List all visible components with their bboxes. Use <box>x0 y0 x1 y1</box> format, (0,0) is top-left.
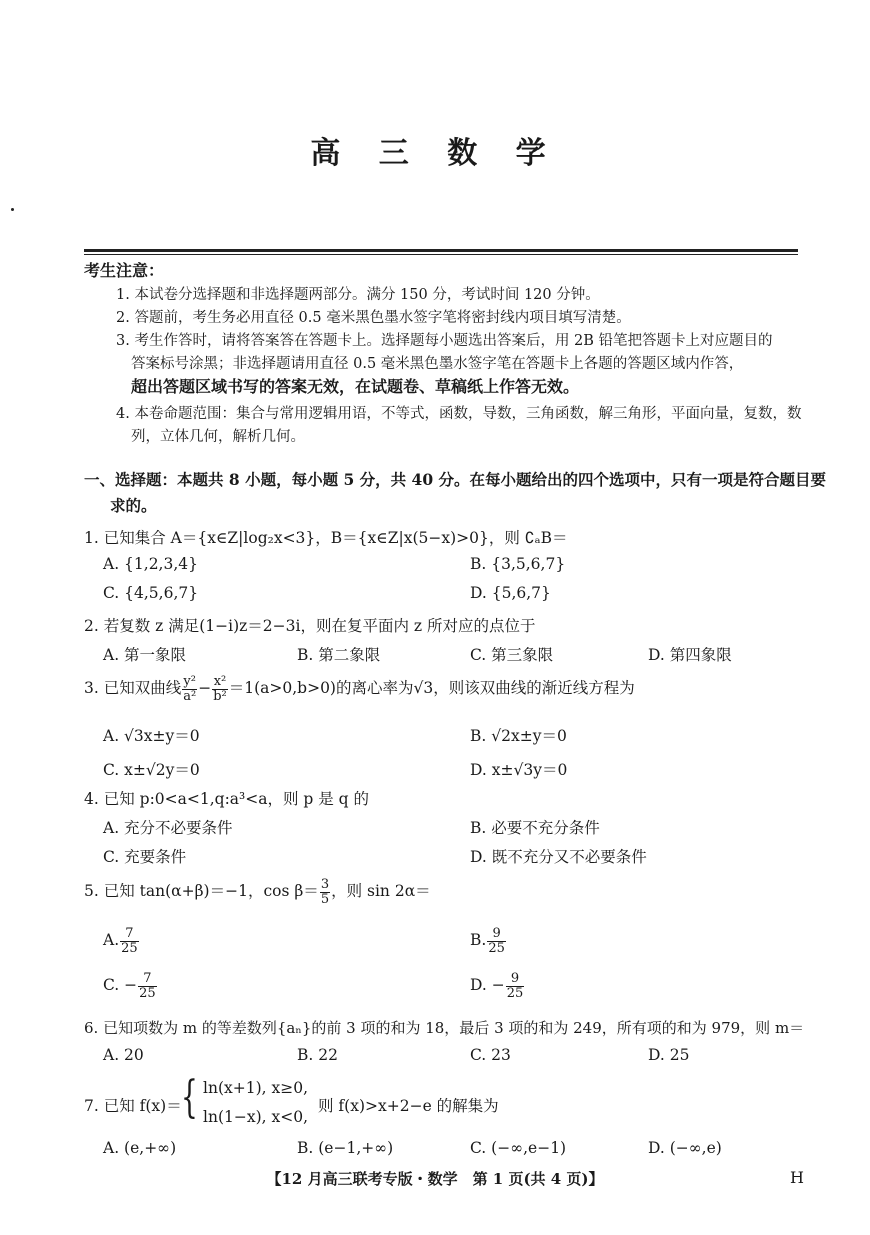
option-fraction <box>506 972 525 1000</box>
question-3-option-d: D. x±√3y＝0 <box>470 761 568 779</box>
question-7-stem-post: 则 f(x)>x+2−e 的解集为 <box>318 1097 499 1115</box>
fraction-numerator: x² <box>213 674 227 689</box>
question-7-option-d: D. (−∞,e) <box>648 1139 722 1157</box>
fraction-denominator: b² <box>213 688 227 704</box>
question-5-option-b <box>470 927 507 955</box>
notice-heading: 考生注意： <box>84 261 165 280</box>
page-footer: 【12 月高三联考专版・数学 第 1 页(共 4 页)】 <box>266 1170 604 1188</box>
question-7-option-a: A. (e,+∞) <box>103 1139 177 1157</box>
question-3-minus: − <box>198 679 212 698</box>
question-1-option-b: B. {3,5,6,7} <box>470 555 566 573</box>
question-6-option-c: C. 23 <box>470 1046 511 1064</box>
question-7-case-2: ln(1−x), x<0, <box>203 1108 308 1126</box>
question-5-stem <box>84 878 431 906</box>
option-label: B. <box>470 931 487 950</box>
divider-thin <box>84 254 798 255</box>
option-fraction <box>120 927 139 955</box>
question-6-option-b: B. 22 <box>297 1046 338 1064</box>
piecewise-brace: { <box>181 1072 198 1123</box>
question-3-stem <box>84 675 635 703</box>
question-5-option-a <box>103 927 140 955</box>
scan-dot <box>11 208 14 211</box>
fraction-denominator: 25 <box>488 940 505 956</box>
question-3-option-b: B. √2x±y＝0 <box>470 727 567 745</box>
notice-line-4: 4. 本卷命题范围：集合与常用逻辑用语，不等式，函数，导数，三角函数，解三角形，平面向量，复数，数 <box>116 406 802 422</box>
question-7-option-c: C. (−∞,e−1) <box>470 1139 567 1157</box>
question-3-fraction-1 <box>182 675 197 703</box>
notice-line-3: 3. 考生作答时，请将答案答在答题卡上。选择题每小题选出答案后，用 2B 铅笔把答题卡上对应题目的 <box>116 333 773 349</box>
option-fraction <box>487 927 506 955</box>
question-2-option-d: D. 第四象限 <box>648 646 732 664</box>
question-4-option-d: D. 既不充分又不必要条件 <box>470 848 647 866</box>
footer-version-letter: H <box>790 1168 804 1187</box>
question-3-fraction-2 <box>212 675 228 703</box>
notice-line-1: 1. 本试卷分选择题和非选择题两部分。满分 150 分，考试时间 120 分钟。 <box>116 287 600 303</box>
question-4-option-a: A. 充分不必要条件 <box>103 819 233 837</box>
fraction-denominator: a² <box>183 688 197 704</box>
question-6-option-a: A. 20 <box>103 1046 144 1064</box>
question-5-option-d <box>470 972 525 1000</box>
page-title: 高 三 数 学 <box>310 136 560 171</box>
option-label: D. − <box>470 976 505 995</box>
question-4-option-b: B. 必要不充分条件 <box>470 819 600 837</box>
fraction-denominator: 25 <box>506 985 524 1001</box>
notice-line-3-cont: 答案标号涂黑；非选择题请用直径 0.5 毫米黑色墨水签字笔在答题卡上各题的答题区域内作答， <box>131 356 744 372</box>
question-5-stem-post: ，则 sin 2α＝ <box>331 882 431 901</box>
fraction-denominator: 25 <box>139 985 156 1001</box>
question-2-option-a: A. 第一象限 <box>103 646 187 664</box>
question-4-option-c: C. 充要条件 <box>103 848 187 866</box>
fraction-denominator: 5 <box>320 891 330 907</box>
question-5-option-c <box>103 972 158 1000</box>
fraction-numerator: 7 <box>120 927 139 942</box>
question-1-option-a: A. {1,2,3,4} <box>103 555 198 573</box>
fraction-numerator: 9 <box>506 972 525 987</box>
notice-line-4-cont: 列，立体几何，解析几何。 <box>131 429 305 445</box>
question-2-option-c: C. 第三象限 <box>470 646 554 664</box>
fraction-numerator: 3 <box>320 877 330 892</box>
question-2-stem: 2. 若复数 z 满足(1−i)z＝2−3i，则在复平面内 z 所对应的点位于 <box>84 617 536 635</box>
question-3-stem-post: ＝1(a>0,b>0)的离心率为√3，则该双曲线的渐近线方程为 <box>228 679 635 698</box>
notice-line-3-emphasis: 超出答题区域书写的答案无效，在试题卷、草稿纸上作答无效。 <box>131 377 580 396</box>
question-2-option-b: B. 第二象限 <box>297 646 381 664</box>
section-heading: 一、选择题：本题共 8 小题，每小题 5 分，共 40 分。在每小题给出的四个选项中，只有一项是符合题目要 <box>84 470 827 489</box>
fraction-numerator: 9 <box>487 927 506 942</box>
question-3-option-c: C. x±√2y＝0 <box>103 761 200 779</box>
question-7-case-1: ln(x+1), x≥0, <box>203 1079 308 1097</box>
fraction-numerator: y² <box>183 674 196 689</box>
question-6-stem: 6. 已知项数为 m 的等差数列{aₙ}的前 3 项的和为 18，最后 3 项的和为 249，所有项的和为 979，则 m＝ <box>84 1019 805 1037</box>
option-label: C. − <box>103 976 138 995</box>
section-heading-cont: 求的。 <box>110 496 157 515</box>
question-5-stem-pre: 5. 已知 tan(α+β)＝−1，cos β＝ <box>84 882 319 901</box>
question-7-stem-pre: 7. 已知 f(x)＝ <box>84 1097 182 1115</box>
question-1-stem: 1. 已知集合 A＝{x∈Z|log₂x<3}，B＝{x∈Z|x(5−x)>0}，则 ∁ₐB＝ <box>84 529 568 547</box>
question-3-option-a: A. √3x±y＝0 <box>103 727 200 745</box>
question-1-option-c: C. {4,5,6,7} <box>103 584 199 602</box>
question-5-fraction <box>320 878 330 906</box>
fraction-denominator: 25 <box>121 940 138 956</box>
divider-thick <box>84 249 798 252</box>
question-4-stem: 4. 已知 p:0<a<1,q:a³<a，则 p 是 q 的 <box>84 790 370 808</box>
question-1-option-d: D. {5,6,7} <box>470 584 551 602</box>
option-fraction <box>138 972 157 1000</box>
question-3-stem-pre: 3. 已知双曲线 <box>84 679 182 698</box>
question-7-option-b: B. (e−1,+∞) <box>297 1139 394 1157</box>
option-label: A. <box>103 931 120 950</box>
fraction-numerator: 7 <box>138 972 157 987</box>
notice-line-2: 2. 答题前，考生务必用直径 0.5 毫米黑色墨水签字笔将密封线内项目填写清楚。 <box>116 310 631 326</box>
question-6-option-d: D. 25 <box>648 1046 690 1064</box>
